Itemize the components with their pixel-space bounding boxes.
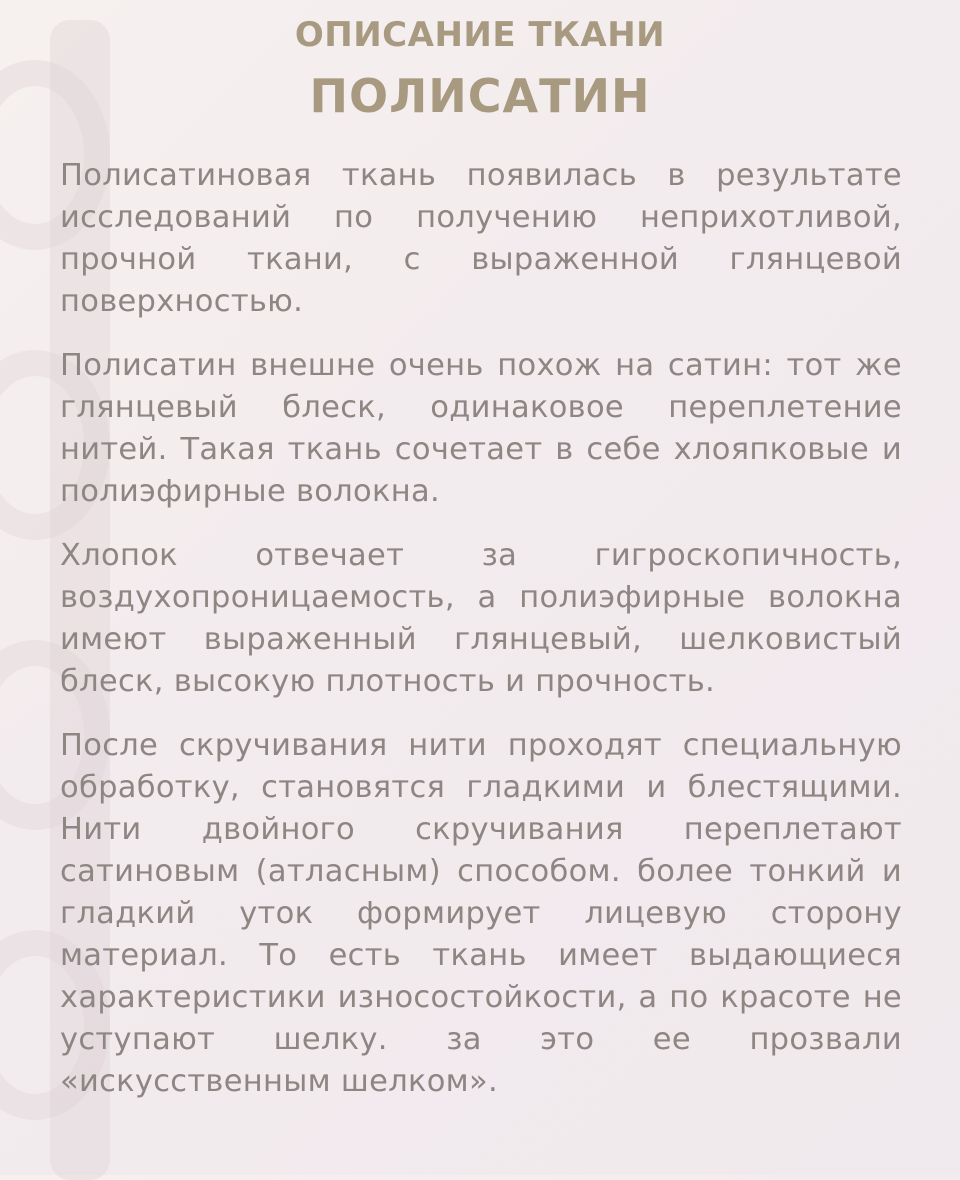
page-subtitle: ОПИСАНИЕ ТКАНИ — [294, 15, 666, 55]
header — [0, 12, 960, 126]
description-body — [60, 155, 902, 1125]
paragraph-composition: Хлопок отвечает за гигроскопичность, воздухопроницаемость, а полиэфирные волокна имеют выраженный глянцевый, шелковистый блеск, высокую плотность и прочность. — [60, 538, 902, 699]
paragraph-intro: Полисатиновая ткань появилась в результате исследований по получению неприхотливой, прочной ткани, с выраженной глянцевой поверхностью. — [60, 158, 902, 319]
paragraph-appearance: Полисатин внешне очень похож на сатин: тот же глянцевый блеск, одинаковое переплетение нитей. Такая ткань сочетает в себе хлояпковые и полиэфирные волокна. — [60, 348, 902, 509]
paragraph-processing: После скручивания нити проходят специальную обработку, становятся гладкими и блестящими. Нити двойного скручивания переплетают сатиновым (атласным) способом. более тонкий и гладкий уток формирует лицевую сторону материал. То есть ткань имеет выдающиеся характеристики износостойкости, а по красоте не уступают шелку. за это ее прозвали «искусственным шелком». — [60, 728, 902, 1099]
page-title: ПОЛИСАТИН — [309, 69, 651, 123]
